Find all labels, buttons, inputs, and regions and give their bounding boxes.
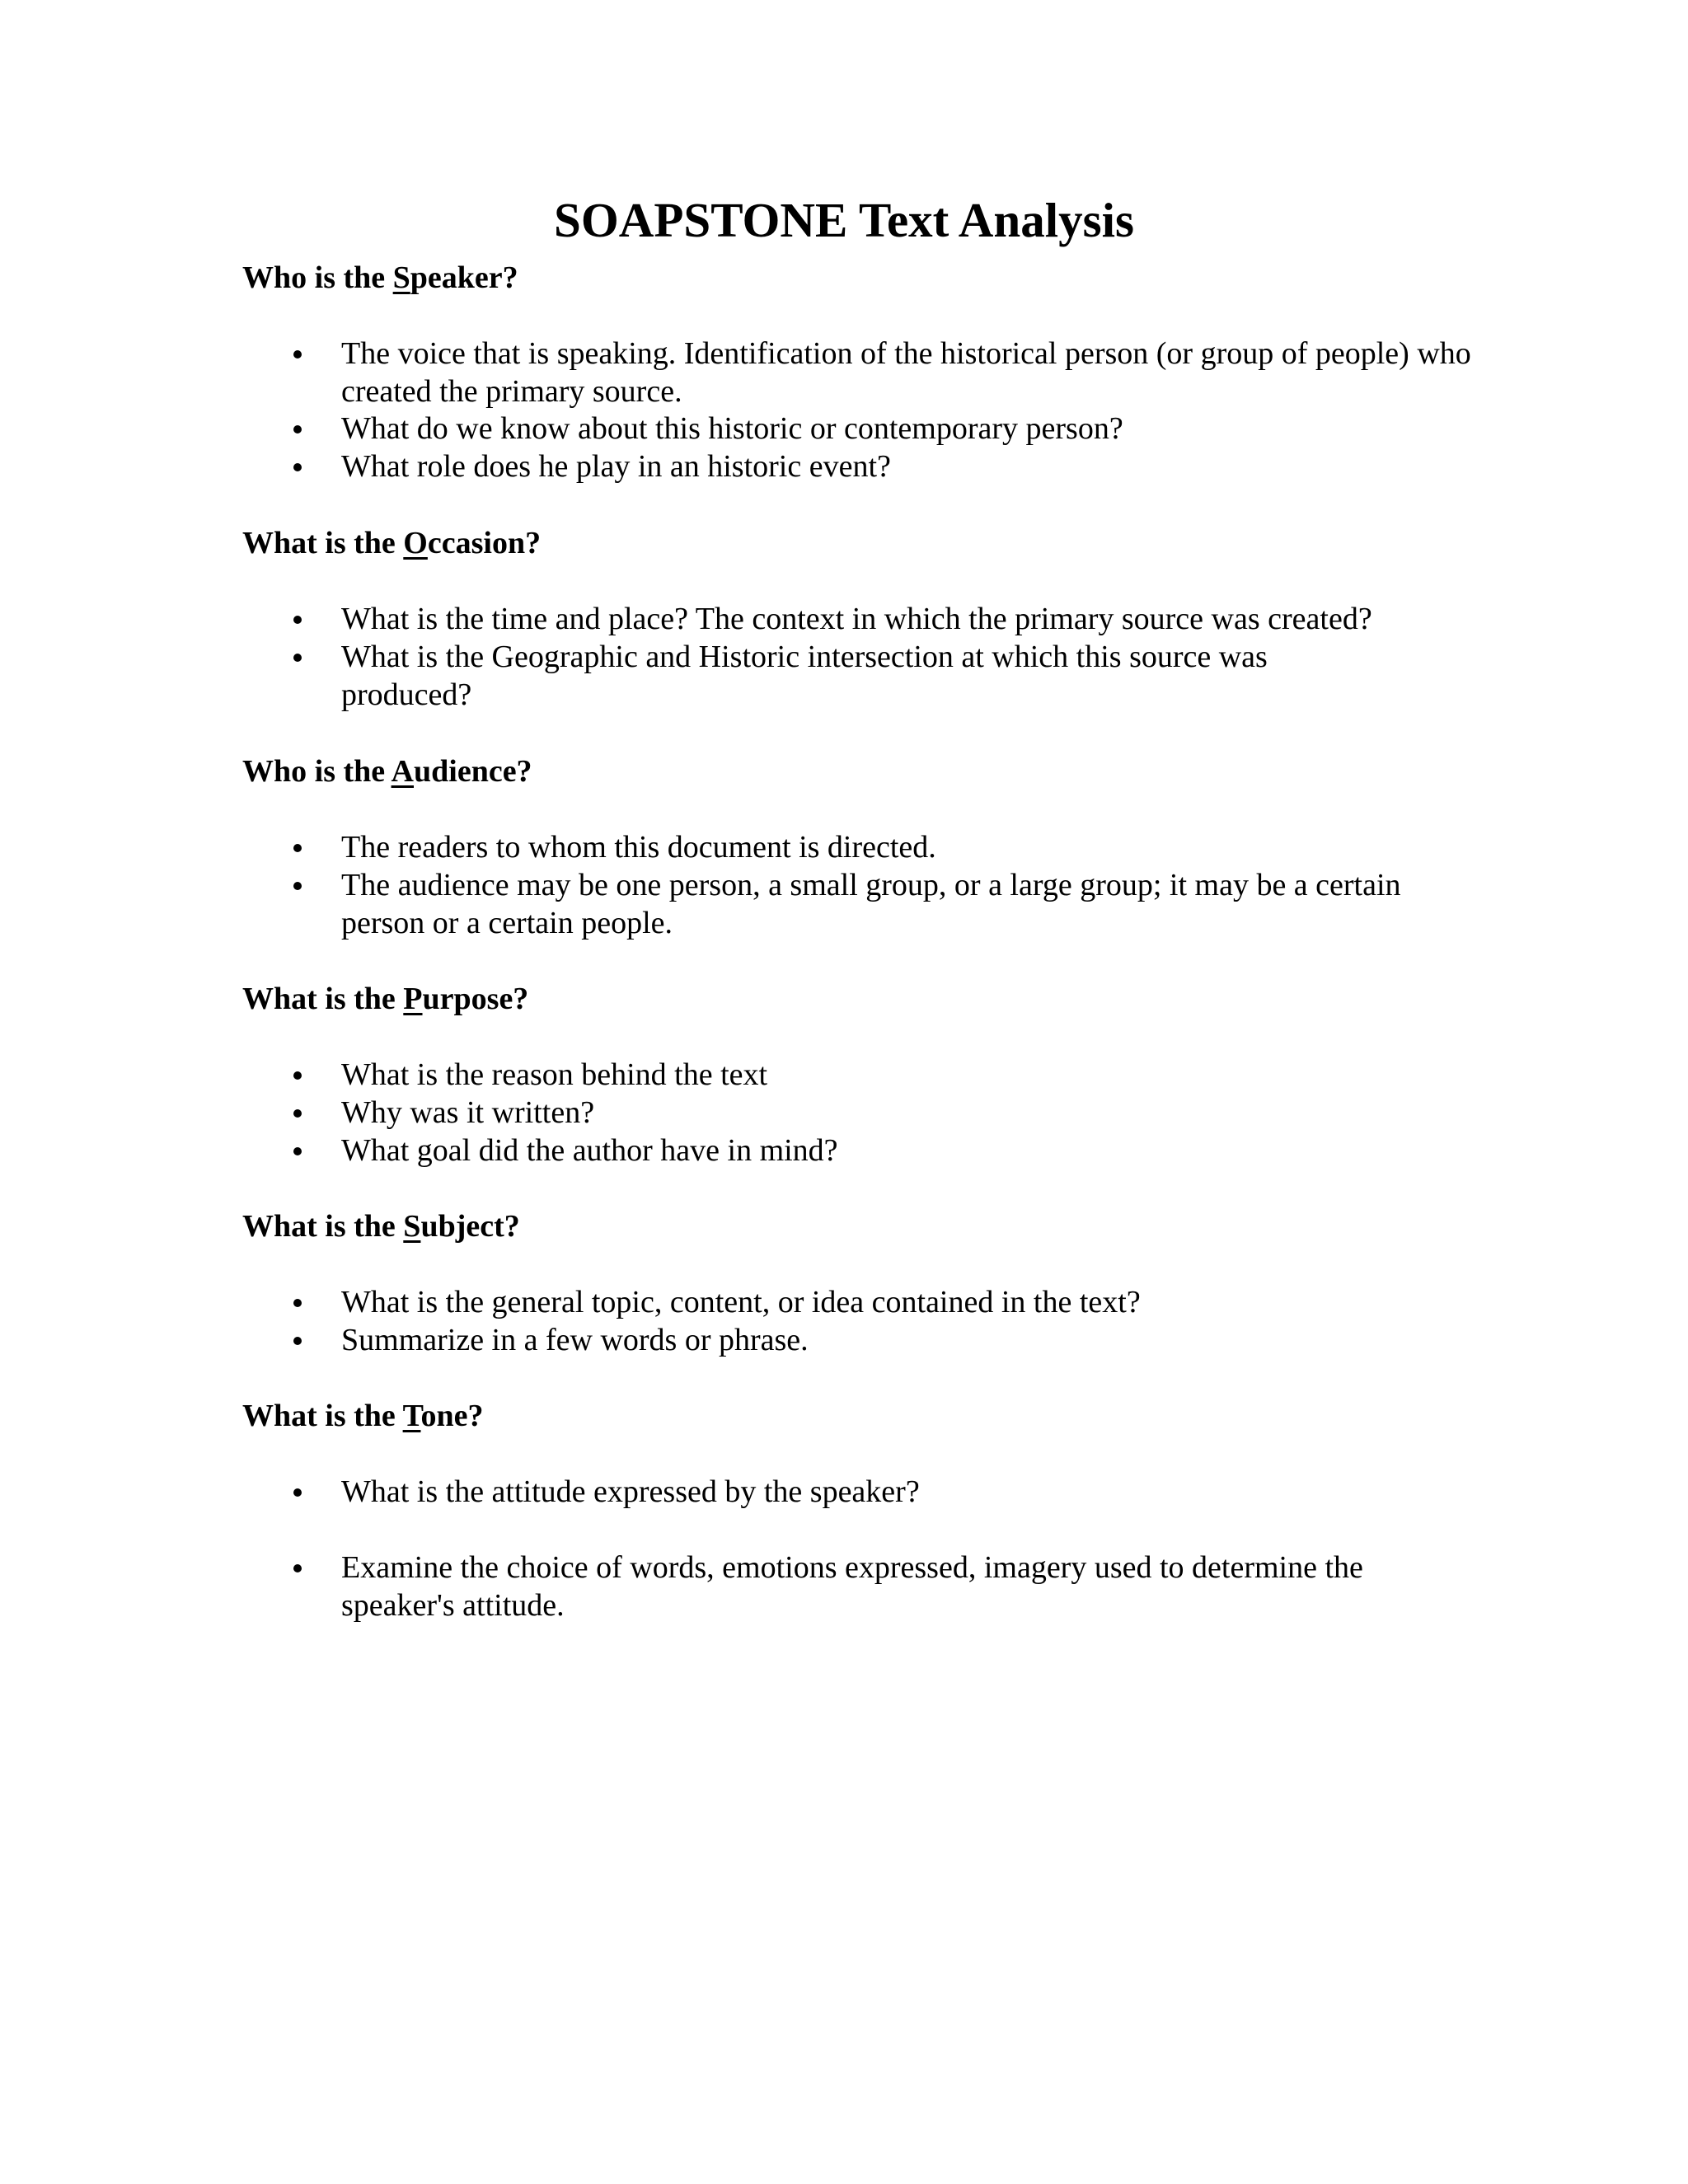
heading-acronym-letter: T — [402, 1399, 421, 1433]
heading-text: What is the — [242, 1399, 403, 1433]
bullet-icon — [288, 600, 308, 638]
list-item: What do we know about this historic or contemporary person? — [341, 411, 1123, 446]
heading-acronym-letter: O — [403, 526, 428, 560]
list-item: Summarize in a few words or phrase. — [341, 1323, 809, 1357]
heading-text: Who is the — [242, 754, 392, 789]
bullet-icon — [288, 448, 308, 485]
list-item: What is the Geographic and Historic intersection at which this source was produced? — [341, 640, 1268, 712]
heading-acronym-letter: S — [403, 1209, 421, 1244]
bullet-icon — [288, 828, 308, 866]
bullet-icon — [288, 410, 308, 448]
section-heading-occasion — [242, 527, 541, 559]
list-item: What is the reason behind the text — [341, 1057, 768, 1092]
heading-text: ccasion? — [427, 526, 542, 560]
list-item: What is the general topic, content, or idea contained in the text? — [341, 1285, 1141, 1319]
list-item: Why was it written? — [341, 1095, 595, 1130]
section-heading-audience — [242, 756, 532, 787]
section-heading-speaker — [242, 262, 518, 293]
heading-text: ubject? — [420, 1209, 520, 1244]
bullet-icon — [288, 1473, 308, 1511]
bullet-icon — [288, 1094, 308, 1132]
list-item: The audience may be one person, a small group, or a large group; it may be a certain person or a certain people. — [341, 868, 1401, 940]
heading-text: What is the — [242, 1209, 404, 1244]
heading-acronym-letter: S — [392, 260, 410, 295]
bullet-icon — [288, 1132, 308, 1169]
list-item: What is the time and place? The context in which the primary source was created? — [341, 602, 1372, 636]
heading-acronym-letter: A — [391, 754, 414, 789]
page-title: SOAPSTONE Text Analysis — [554, 193, 1134, 247]
bullet-icon — [288, 1056, 308, 1094]
heading-text: What is the — [242, 982, 404, 1016]
bullet-icon — [288, 335, 308, 373]
bullet-icon — [288, 1321, 308, 1359]
heading-text: udience? — [414, 754, 532, 789]
bullet-icon — [288, 1283, 308, 1321]
section-heading-subject — [242, 1211, 520, 1242]
list-item: The voice that is speaking. Identification of the historical person (or group of people) who created the primary source. — [341, 336, 1471, 409]
list-item: What is the attitude expressed by the speaker? — [341, 1474, 920, 1509]
list-item: What role does he play in an historic event? — [341, 449, 891, 484]
list-item: Examine the choice of words, emotions expressed, imagery used to determine the speaker's attitude. — [341, 1550, 1363, 1623]
heading-text: Who is the — [242, 260, 393, 295]
section-heading-purpose — [242, 983, 528, 1015]
list-item: The readers to whom this document is directed. — [341, 830, 936, 865]
heading-text: peaker? — [410, 260, 518, 295]
list-item: What goal did the author have in mind? — [341, 1133, 838, 1168]
heading-text: one? — [420, 1399, 484, 1433]
heading-text: What is the — [242, 526, 404, 560]
bullet-icon — [288, 638, 308, 676]
section-heading-tone — [242, 1400, 483, 1432]
bullet-icon — [288, 1549, 308, 1586]
heading-acronym-letter: P — [403, 982, 423, 1016]
heading-text: urpose? — [422, 982, 529, 1016]
bullet-icon — [288, 866, 308, 904]
